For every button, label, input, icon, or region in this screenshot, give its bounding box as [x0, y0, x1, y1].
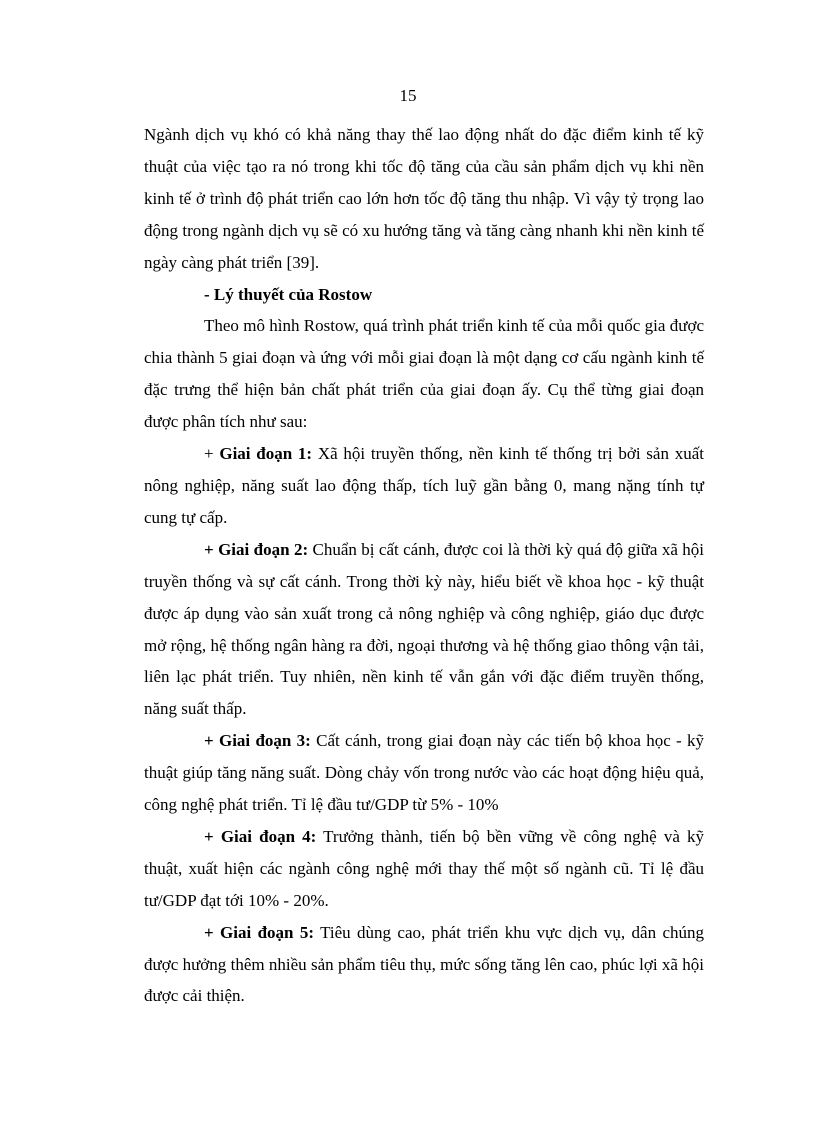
stage-4-paragraph	[144, 821, 704, 917]
stage-2-paragraph	[144, 534, 704, 725]
stage-3-label: + Giai đoạn 3:	[204, 731, 311, 751]
stage-1-text: Xã hội truyền thống, nền kinh tế thống trị bởi sản xuất nông nghiệp, năng suất lao động thấp, tích luỹ gần bằng 0, mang nặng tính tự cung tự cấp.	[144, 444, 704, 527]
stage-1-label: Giai đoạn 1:	[219, 444, 313, 464]
intro-paragraph: Ngành dịch vụ khó có khả năng thay thế lao động nhất do đặc điểm kinh tế kỹ thuật của việc tạo ra nó trong khi tốc độ tăng của cầu sản phẩm dịch vụ khi nền kinh tế ở trình độ phát triển cao lớn hơn tốc độ tăng thu nhập. Vì vậy tỷ trọng lao động trong ngành dịch vụ sẽ có xu hướng tăng và tăng càng nhanh khi nền kinh tế ngày càng phát triển [39].	[144, 125, 704, 272]
stage-4-label: + Giai đoạn 4:	[204, 826, 317, 846]
stage-5-label: + Giai đoạn 5:	[204, 922, 315, 942]
rostow-intro-paragraph: Theo mô hình Rostow, quá trình phát triển kinh tế của mỗi quốc gia được chia thành 5 giai đoạn và ứng với mỗi giai đoạn là một dạng cơ cấu ngành kinh tế đặc trưng thể hiện bản chất phát triển của giai đoạn ấy. Cụ thể từng giai đoạn được phân tích như sau:	[144, 316, 704, 432]
stage-1-prefix: +	[204, 444, 220, 464]
page-body	[144, 119, 704, 1012]
stage-2-label: + Giai đoạn 2:	[204, 539, 309, 559]
stage-5-paragraph	[144, 917, 704, 1013]
stage-3-text: Cất cánh, trong giai đoạn này các tiến bộ khoa học - kỹ thuật giúp tăng năng suất. Dòng chảy vốn trong nước vào các hoạt động hiệu quả, công nghệ phát triển. Tỉ lệ đầu tư/GDP từ 5% - 10%	[144, 731, 704, 815]
stage-5-text: Tiêu dùng cao, phát triển khu vực dịch vụ, dân chúng được hưởng thêm nhiều sản phẩm tiêu thụ, mức sống tăng lên cao, phúc lợi xã hội được cải thiện.	[144, 922, 704, 1006]
page-number: 15	[399, 86, 417, 105]
stage-2-text: Chuẩn bị cất cánh, được coi là thời kỳ quá độ giữa xã hội truyền thống và sự cất cánh. Trong thời kỳ này, hiểu biết về khoa học - kỹ thuật được áp dụng vào sản xuất trong cả nông nghiệp và công nghiệp, giáo dục được mở rộng, hệ thống ngân hàng ra đời, ngoại thương và hệ thống giao thông vận tải, liên lạc phát triển. Tuy nhiên, nền kinh tế vẫn gắn với đặc điểm truyền thống, năng suất thấp.	[144, 539, 704, 719]
section-heading: - Lý thuyết của Rostow	[204, 284, 373, 304]
stage-3-paragraph	[144, 725, 704, 821]
stage-1-paragraph	[144, 438, 704, 534]
stage-4-text: Trưởng thành, tiến bộ bền vững về công nghệ và kỹ thuật, xuất hiện các ngành công nghệ mới thay thế một số ngành cũ. Tỉ lệ đầu tư/GDP đạt tới 10% - 20%.	[144, 826, 704, 910]
